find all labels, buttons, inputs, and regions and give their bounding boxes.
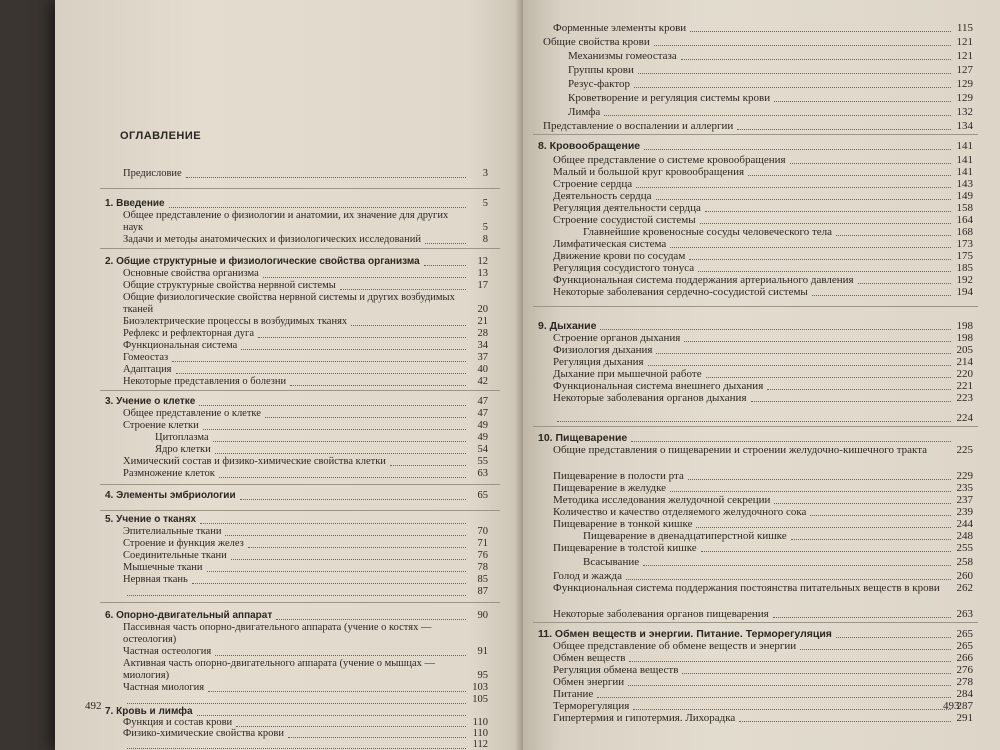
toc-entry: Общее представление о системе кровообращения 141 xyxy=(553,154,973,166)
toc-chapter: 11. Обмен веществ и энергии. Питание. Терморегуляция 265 xyxy=(538,628,973,640)
toc-entry: Частная остеология 91 xyxy=(123,646,488,657)
toc-entry: Нервная ткань 85 xyxy=(123,574,488,585)
toc-entry: Главнейшие кровеносные сосуды человеческого тела 168 xyxy=(583,226,973,238)
toc-entry: Мышечные ткани 78 xyxy=(123,562,488,573)
toc-entry: Общие свойства крови 121 xyxy=(543,36,973,48)
toc-entry: Строение сосудистой системы 164 xyxy=(553,214,973,226)
toc-entry: Адаптация 40 xyxy=(123,364,488,375)
toc-entry: Пассивная часть опорно-двигательного аппарата (учение о костях — остеология) xyxy=(123,622,432,645)
toc-entry: Малый и большой круг кровообращения 141 xyxy=(553,166,973,178)
toc-chapter: 2. Общие структурные и физиологические свойства организма 12 xyxy=(105,256,488,267)
toc-entry: Некоторые заболевания органов дыхания 223 xyxy=(553,392,973,404)
toc-chapter: 1. Введение 5 xyxy=(105,198,488,209)
toc-entry: Голод и жажда 260 xyxy=(553,570,973,582)
toc-entry: Соединительные ткани 76 xyxy=(123,550,488,561)
toc-entry: Методика исследования желудочной секреции 237 xyxy=(553,494,973,506)
toc-entry: Задачи и методы анатомических и физиологических исследований 8 xyxy=(123,234,488,245)
toc-entry: Общее представление об обмене веществ и энергии 265 xyxy=(553,640,973,652)
toc-entry: Общие физиологические свойства нервной системы и других возбудимых тканей 20 xyxy=(123,292,488,315)
toc-entry: Движение крови по сосудам 175 xyxy=(553,250,973,262)
toc-entry: Строение сердца 143 xyxy=(553,178,973,190)
toc-entry: 105 xyxy=(123,694,488,706)
toc-entry: Строение и функция желез 71 xyxy=(123,538,488,549)
toc-entry: Дыхание при мышечной работе 220 xyxy=(553,368,973,380)
toc-entry: Количество и качество отделяемого желудочного сока 239 xyxy=(553,506,973,518)
toc-entry: Некоторые заболевания органов пищеварения 263 xyxy=(553,608,973,620)
toc-entry: Всасывание 258 xyxy=(583,556,973,568)
toc-entry: Пищеварение в желудке 235 xyxy=(553,482,973,494)
toc-entry: Физико-химические свойства крови 110 xyxy=(123,728,488,739)
toc-chapter: 10. Пищеварение xyxy=(538,432,973,444)
toc-entry: Общее представление о физиологии и анатомии, их значение для других наук 5 xyxy=(123,210,488,233)
toc-entry: Группы крови 127 xyxy=(568,64,973,76)
toc-entry: Пищеварение в толстой кишке 255 xyxy=(553,542,973,554)
toc-entry: 87 xyxy=(123,586,488,598)
toc-entry: Функциональная система внешнего дыхания 221 xyxy=(553,380,973,392)
toc-entry: Функциональная система поддержания постоянства питательных веществ в крови 262 xyxy=(553,582,973,594)
toc-entry: Механизмы гомеостаза 121 xyxy=(568,50,973,62)
toc-entry: Ядро клетки 54 xyxy=(155,444,488,455)
page-number-right: 493 xyxy=(943,700,960,712)
toc-entry: Некоторые представления о болезни 42 xyxy=(123,376,488,387)
toc-entry: Общее представление о клетке 47 xyxy=(123,408,488,419)
toc-entry: Пищеварение в тонкой кишке 244 xyxy=(553,518,973,530)
page-number-left: 492 xyxy=(85,700,102,712)
toc-entry: Регуляция деятельности сердца 158 xyxy=(553,202,973,214)
right-page xyxy=(523,0,1000,750)
toc-entry: Лимфа 132 xyxy=(568,106,973,118)
toc-chapter: 3. Учение о клетке 47 xyxy=(105,396,488,407)
toc-entry: Общие структурные свойства нервной системы 17 xyxy=(123,280,488,291)
toc-chapter: 5. Учение о тканях xyxy=(105,514,488,526)
toc-entry: Химический состав и физико-химические свойства клетки 55 xyxy=(123,456,488,467)
toc-entry: Рефлекс и рефлекторная дуга 28 xyxy=(123,328,488,339)
toc-entry: Функциональная система 34 xyxy=(123,340,488,351)
toc-entry: Общие представления о пищеварении и строении желудочно-кишечного тракта 225 xyxy=(553,444,973,456)
toc-entry: Регуляция сосудистого тонуса 185 xyxy=(553,262,973,274)
toc-entry: Цитоплазма 49 xyxy=(155,432,488,443)
toc-entry: Обмен веществ 266 xyxy=(553,652,973,664)
toc-entry: Строение органов дыхания 198 xyxy=(553,332,973,344)
toc-entry: Представление о воспалении и аллергии 134 xyxy=(543,120,973,132)
toc-entry: Регуляция дыхания 214 xyxy=(553,356,973,368)
toc-entry: Гипертермия и гипотермия. Лихорадка 291 xyxy=(553,712,973,724)
toc-entry: Гомеостаз 37 xyxy=(123,352,488,363)
toc-entry: Регуляция обмена веществ 276 xyxy=(553,664,973,676)
toc-entry: Предисловие 3 xyxy=(123,168,488,179)
toc-entry: Терморегуляция 287 xyxy=(553,700,973,712)
toc-entry: Строение клетки 49 xyxy=(123,420,488,431)
toc-chapter: 7. Кровь и лимфа xyxy=(105,706,488,718)
toc-entry: Резус-фактор 129 xyxy=(568,78,973,90)
toc-entry: Лимфатическая система 173 xyxy=(553,238,973,250)
toc-chapter: 4. Элементы эмбриологии 65 xyxy=(105,490,488,501)
toc-entry: Основные свойства организма 13 xyxy=(123,268,488,279)
toc-entry: Эпителиальные ткани 70 xyxy=(123,526,488,537)
toc-entry: 112 xyxy=(123,739,488,750)
toc-entry: Питание 284 xyxy=(553,688,973,700)
toc-entry: Кроветворение и регуляция системы крови 129 xyxy=(568,92,973,104)
toc-entry: Пищеварение в двенадцатиперстной кишке 248 xyxy=(583,530,973,542)
toc-entry: Некоторые заболевания сердечно-сосудистой системы 194 xyxy=(553,286,973,298)
toc-entry: 224 xyxy=(553,412,973,424)
toc-chapter: 8. Кровообращение 141 xyxy=(538,140,973,152)
toc-entry: Деятельность сердца 149 xyxy=(553,190,973,202)
toc-entry: Функциональная система поддержания артериального давления 192 xyxy=(553,274,973,286)
toc-entry: Размножение клеток 63 xyxy=(123,468,488,479)
toc-entry: Пищеварение в полости рта 229 xyxy=(553,470,973,482)
toc-chapter: 6. Опорно-двигательный аппарат 90 xyxy=(105,610,488,621)
toc-entry: Биоэлектрические процессы в возбудимых тканях 21 xyxy=(123,316,488,327)
toc-entry: Частная миология 103 xyxy=(123,682,488,693)
toc-entry: Обмен энергии 278 xyxy=(553,676,973,688)
toc-chapter: 9. Дыхание 198 xyxy=(538,320,973,332)
left-page xyxy=(55,0,525,750)
toc-entry: Физиология дыхания 205 xyxy=(553,344,973,356)
toc-entry: Функция и состав крови 110 xyxy=(123,717,488,728)
toc-entry: Активная часть опорно-двигательного аппарата (учение о мышцах — миология) 95 xyxy=(123,658,488,681)
toc-heading: ОГЛАВЛЕНИЕ xyxy=(120,130,202,142)
toc-entry: Форменные элементы крови 115 xyxy=(553,22,973,34)
